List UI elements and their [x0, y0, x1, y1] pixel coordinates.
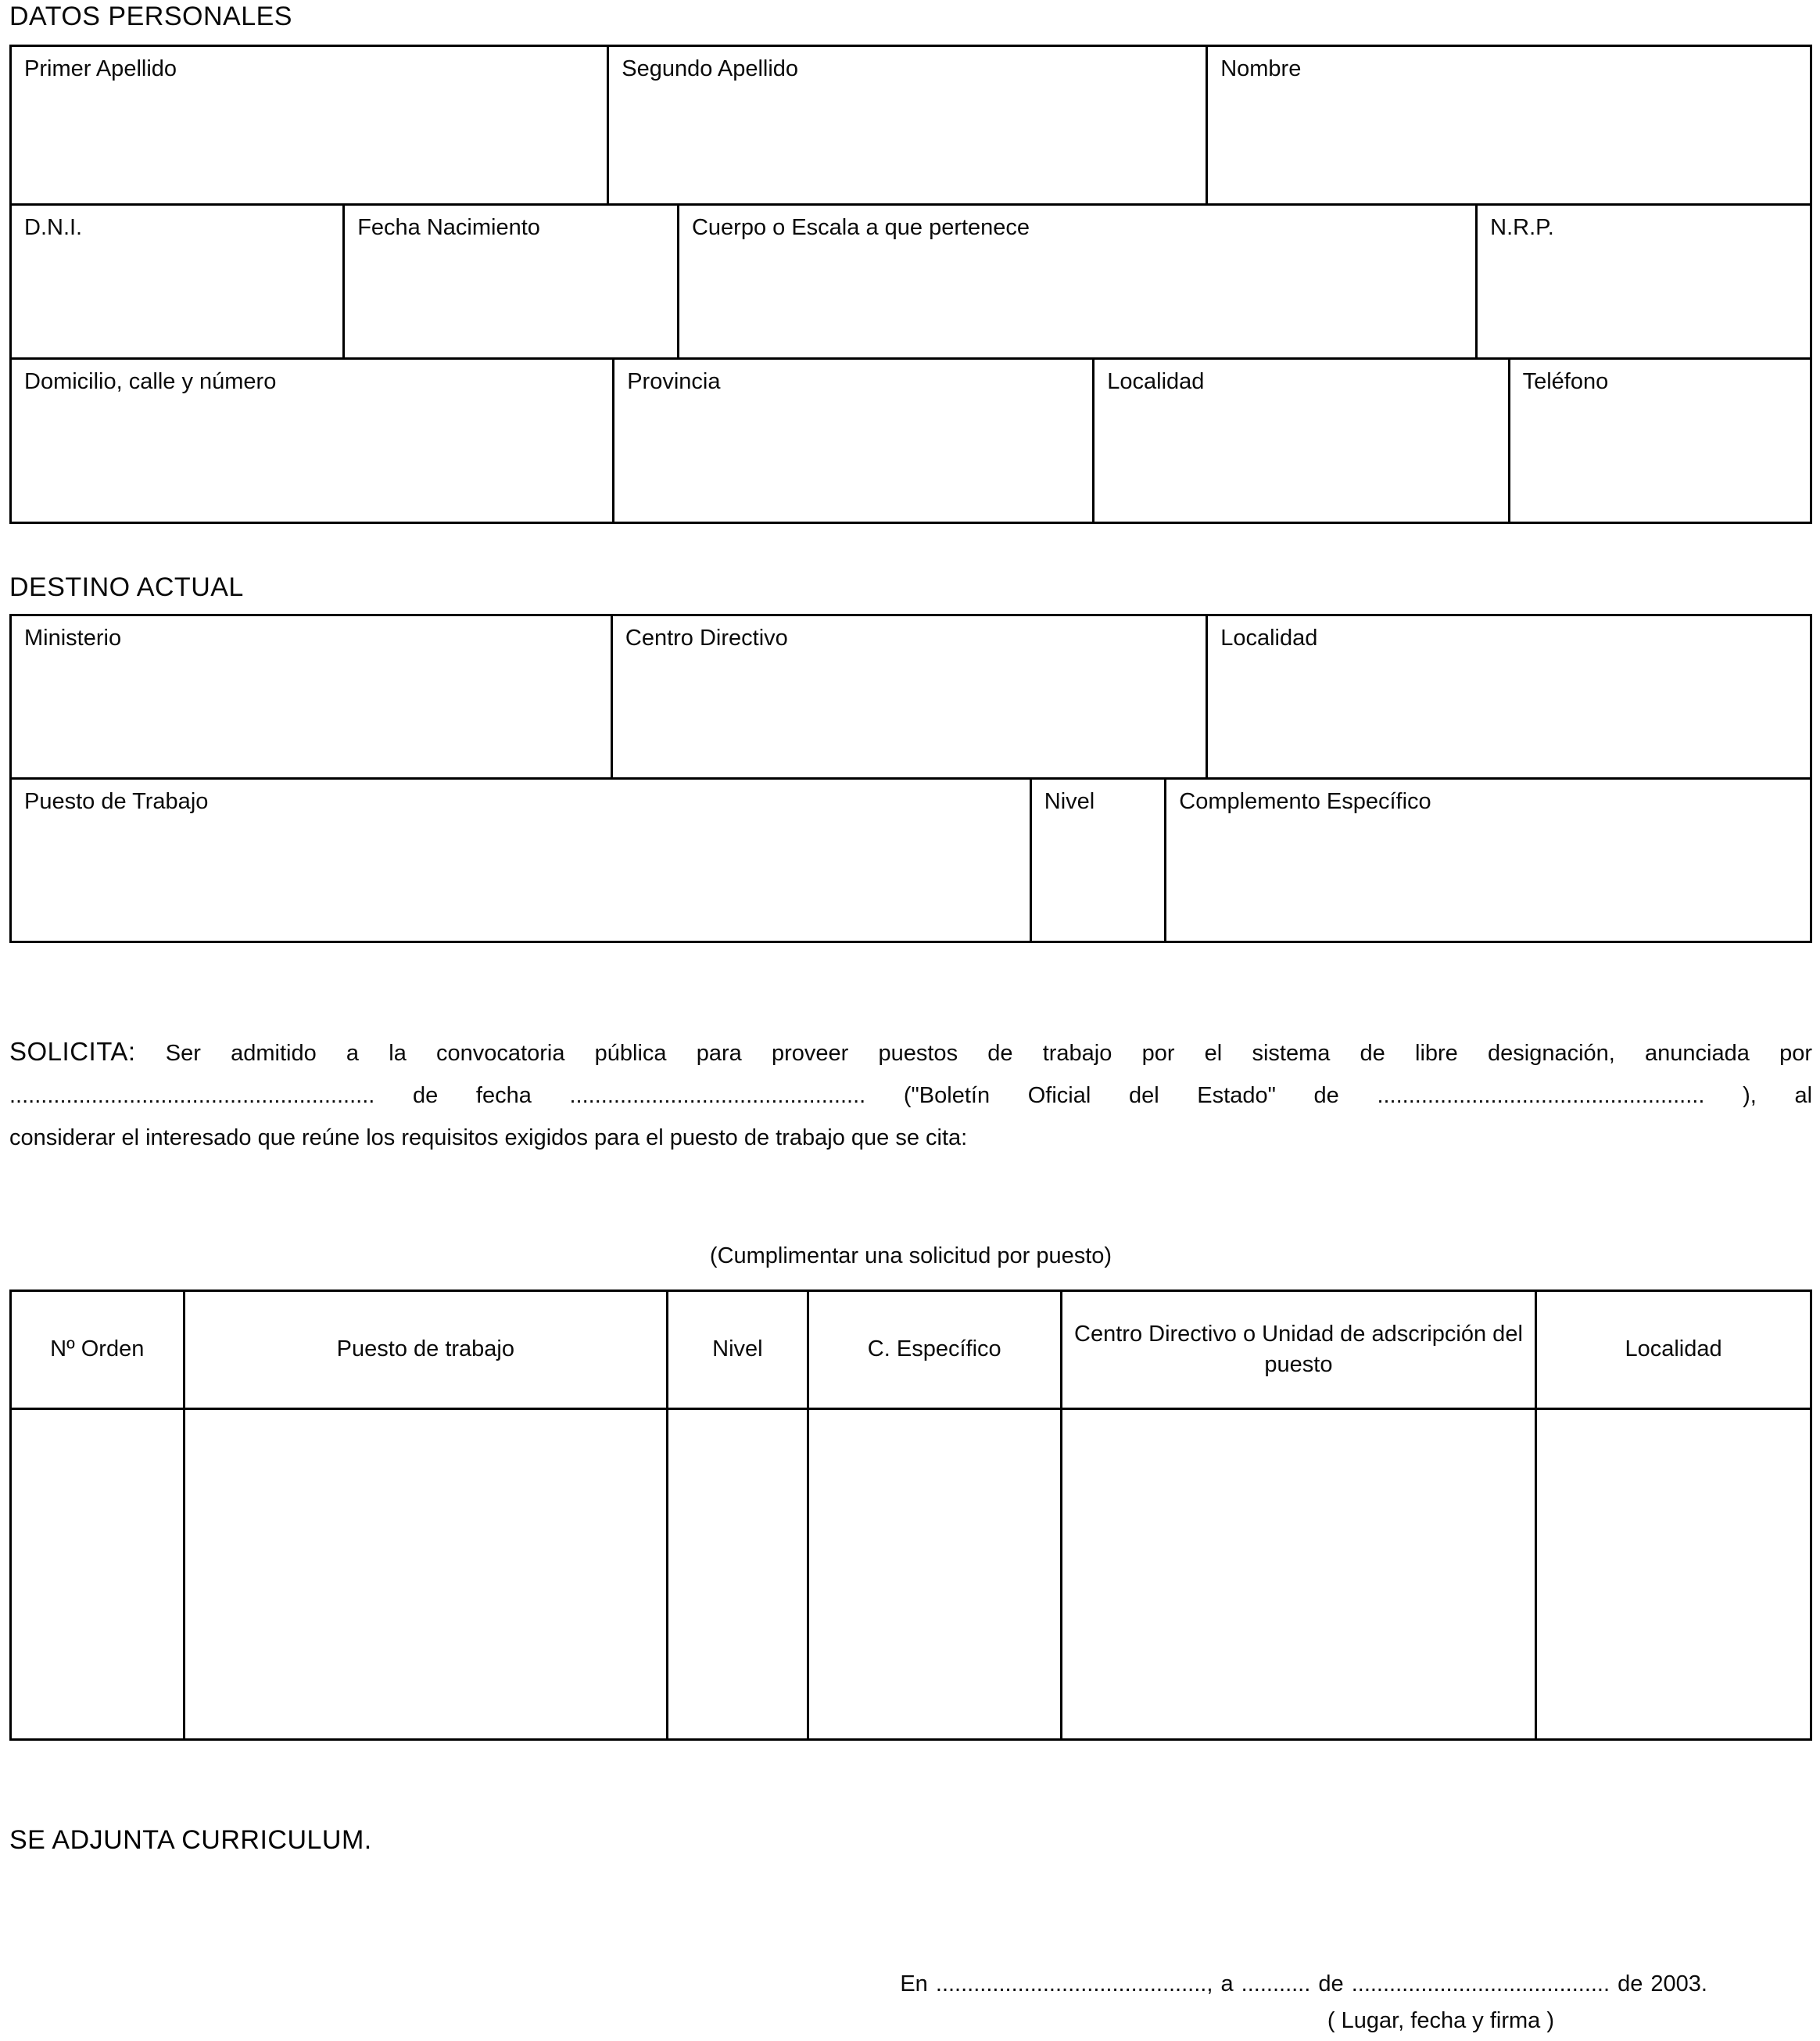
field-cell-destino-localidad	[1206, 616, 1810, 777]
header-cell-puesto-trabajo	[183, 1292, 667, 1408]
footer-de-label: de	[1318, 1971, 1344, 1996]
destino-actual-title: DESTINO ACTUAL	[9, 572, 244, 602]
solicita-paragraph	[9, 1031, 1812, 1159]
empty-cell-n-orden	[12, 1410, 183, 1738]
field-cell-primer-apellido	[12, 47, 607, 203]
footer-de-2003-label: de 2003.	[1618, 1971, 1707, 1996]
header-label-n-orden: Nº Orden	[50, 1336, 145, 1362]
header-cell-localidad	[1535, 1292, 1810, 1408]
label-ministerio: Ministerio	[24, 626, 122, 651]
label-nivel: Nivel	[1044, 789, 1095, 814]
header-cell-nivel	[666, 1292, 806, 1408]
solicita-line-2	[9, 1074, 1812, 1117]
label-domicilio: Domicilio, calle y número	[24, 369, 277, 394]
field-cell-centro-directivo	[611, 616, 1206, 777]
label-centro-directivo: Centro Directivo	[625, 626, 788, 651]
destino-actual-table	[9, 614, 1812, 943]
field-cell-ministerio	[12, 616, 611, 777]
label-nombre: Nombre	[1220, 56, 1302, 81]
header-label-localidad: Localidad	[1625, 1336, 1722, 1362]
field-cell-nombre	[1206, 47, 1810, 203]
label-telefono: Teléfono	[1522, 369, 1609, 394]
datos-row-3	[12, 357, 1810, 522]
header-label-c-especifico: C. Específico	[867, 1336, 1001, 1362]
label-fecha-nacimiento: Fecha Nacimiento	[357, 215, 540, 240]
solicita-de-fecha-label: de fecha	[412, 1083, 532, 1108]
label-localidad: Localidad	[1107, 369, 1205, 394]
solicita-label: SOLICITA:	[9, 1037, 136, 1066]
header-cell-c-especifico	[807, 1292, 1060, 1408]
empty-cell-localidad	[1535, 1410, 1810, 1738]
solicita-line-1	[9, 1031, 1812, 1074]
puestos-table-note: (Cumplimentar una solicitud por puesto)	[709, 1243, 1112, 1268]
empty-cell-puesto-trabajo	[183, 1410, 667, 1738]
header-label-nivel: Nivel	[712, 1336, 763, 1362]
field-cell-complemento	[1164, 780, 1810, 941]
empty-cell-centro-directivo	[1060, 1410, 1535, 1738]
label-segundo-apellido: Segundo Apellido	[622, 56, 799, 81]
footer-firma-note: ( Lugar, fecha y firma )	[1327, 2008, 1554, 2033]
footer-dots-mes: .........................................	[1351, 1971, 1610, 1996]
header-cell-centro-directivo	[1060, 1292, 1535, 1408]
puestos-empty-row	[12, 1408, 1810, 1738]
footer-a-label: , a	[1206, 1971, 1234, 1996]
puestos-header-row	[12, 1292, 1810, 1408]
field-cell-dni	[12, 206, 342, 357]
label-puesto-trabajo: Puesto de Trabajo	[24, 789, 209, 814]
header-label-centro-directivo: Centro Directivo o Unidad de adscripción del puesto	[1074, 1321, 1523, 1377]
label-nrp: N.R.P.	[1490, 215, 1554, 240]
datos-row-1	[12, 47, 1810, 203]
solicita-al-label: ), al	[1743, 1083, 1813, 1108]
destino-row-2	[12, 777, 1810, 941]
puestos-table	[9, 1290, 1812, 1741]
field-cell-puesto-trabajo	[12, 780, 1030, 941]
field-cell-nrp	[1475, 206, 1810, 357]
solicita-line-3	[9, 1117, 1812, 1159]
datos-personales-table	[9, 45, 1812, 524]
field-cell-telefono	[1508, 360, 1810, 522]
solicita-dots-boe: ....................................................	[1377, 1083, 1705, 1108]
label-dni: D.N.I.	[24, 215, 83, 240]
solicita-text-1: Ser admitido a la convocatoria pública para proveer puestos de trabajo por el sistema de libre designación, anunciada por	[165, 1041, 1812, 1066]
empty-cell-nivel	[666, 1410, 806, 1738]
datos-personales-title: DATOS PERSONALES	[9, 2, 292, 31]
header-cell-n-orden	[12, 1292, 183, 1408]
solicita-text-3: considerar el interesado que reúne los requisitos exigidos para el puesto de trabajo que se cita:	[9, 1125, 968, 1150]
footer-dots-lugar: ...........................................	[935, 1971, 1207, 1996]
empty-cell-c-especifico	[807, 1410, 1060, 1738]
footer-en-label: En	[900, 1971, 928, 1996]
label-cuerpo-escala: Cuerpo o Escala a que pertenece	[691, 215, 1030, 240]
field-cell-localidad	[1092, 360, 1507, 522]
field-cell-provincia	[612, 360, 1092, 522]
field-cell-cuerpo-escala	[677, 206, 1475, 357]
field-cell-domicilio	[12, 360, 612, 522]
label-provincia: Provincia	[627, 369, 721, 394]
label-destino-localidad: Localidad	[1220, 626, 1318, 651]
field-cell-fecha-nacimiento	[342, 206, 677, 357]
label-primer-apellido: Primer Apellido	[24, 56, 177, 81]
datos-row-2	[12, 203, 1810, 357]
header-label-puesto-trabajo: Puesto de trabajo	[336, 1336, 514, 1362]
solicita-dots-convocante: ..........................................................	[9, 1083, 375, 1108]
field-cell-nivel	[1030, 780, 1165, 941]
curriculum-note: SE ADJUNTA CURRICULUM.	[9, 1825, 372, 1855]
destino-row-1	[12, 616, 1810, 777]
solicita-dots-fecha: ...............................................	[569, 1083, 866, 1108]
footer-date-line	[9, 1971, 1812, 1997]
solicita-boe-label: ("Boletín Oficial del Estado" de	[903, 1083, 1339, 1108]
footer-dots-dia: ...........	[1241, 1971, 1311, 1996]
field-cell-segundo-apellido	[607, 47, 1206, 203]
label-complemento: Complemento Específico	[1179, 789, 1431, 814]
